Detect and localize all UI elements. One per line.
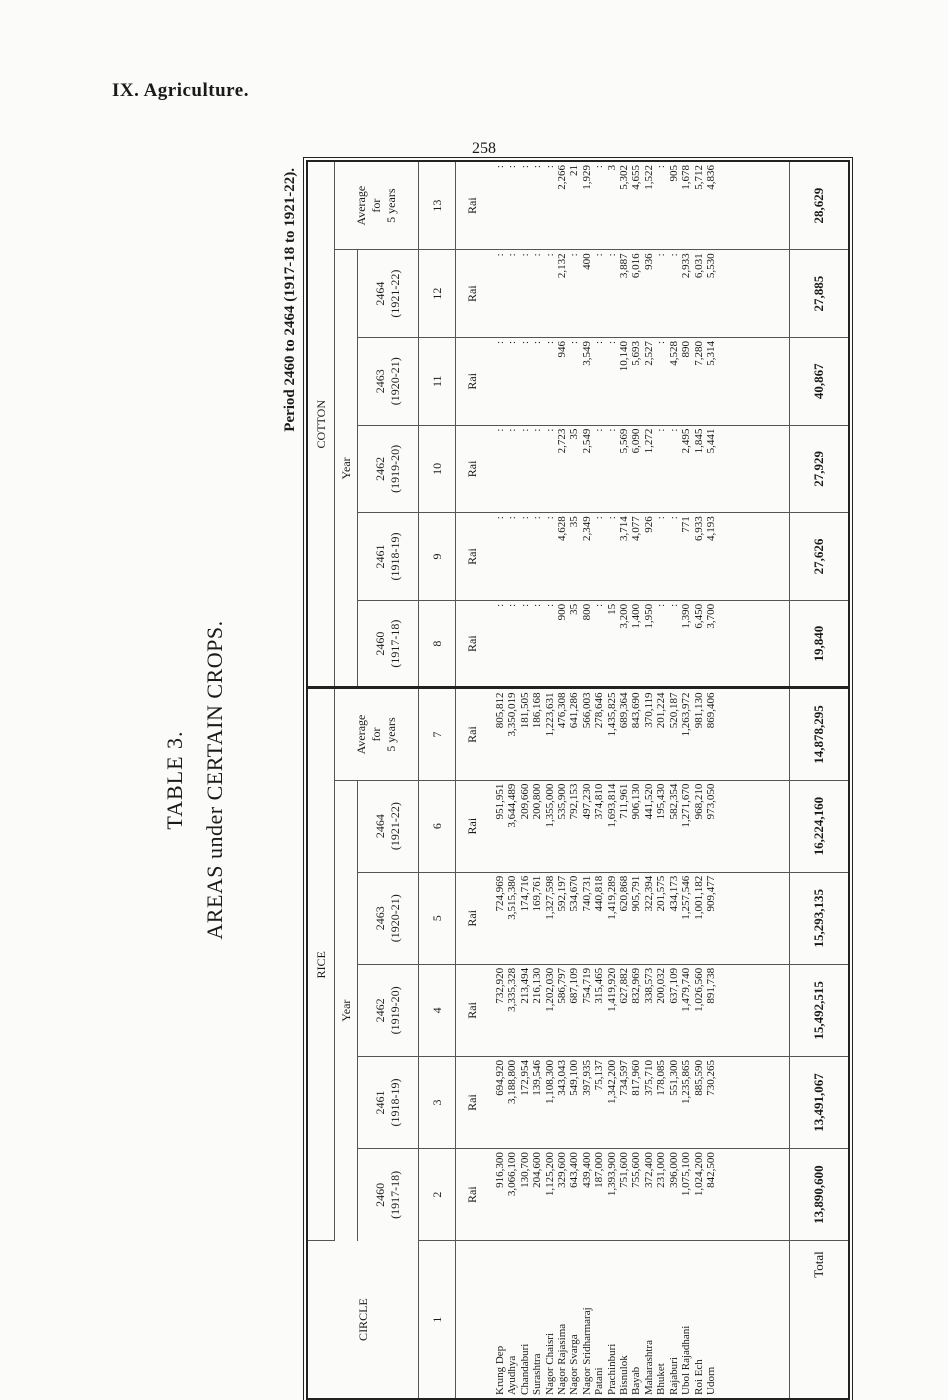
total-label: Total [790,1241,849,1398]
cotton-total-2461: 27,626 [790,513,849,601]
rice-2463-values: 724,969 3,515,380 174,716 169,761 1,327,598 592,197 534,670 740,731 440,818 1,419,289 620,868 905,791 322,394 201,575 434,173 1,257,546 1,001,182 909,477 [488,872,790,964]
col-number: 6 [419,780,456,872]
column-number-row [419,162,456,1398]
cotton-total-2463: 40,867 [790,337,849,425]
col-number: 2 [419,1149,456,1241]
table-title: AREAS under CERTAIN CROPS. [202,620,227,940]
col-number: 3 [419,1056,456,1148]
cotton-2462-values: : : : : : 2,723 35 2,549 : : 5,569 6,090 1,272 : : 2,495 1,845 5,441 [488,425,790,513]
table-number: TABLE 3. [162,730,187,830]
unit-label: Rai [456,600,489,688]
col-number: 11 [419,337,456,425]
rice-year-2463: 2463 (1920-21) [358,872,419,964]
unit-label: Rai [456,872,489,964]
unit-label: Rai [456,1056,489,1148]
unit-label: Rai [456,250,489,338]
cotton-year-2463: 2463 (1920-21) [358,337,419,425]
rice-total-2460: 13,890,600 [790,1149,849,1241]
cotton-2460-values: : : : : : 900 35 800 : 15 3,200 1,400 1,950 : : 1,390 6,450 3,700 [488,600,790,688]
cotton-average-header: Average for 5 years [335,162,419,250]
rice-2461-values: 694,920 3,188,800 172,954 139,546 1,108,300 343,043 549,100 397,935 75,137 1,342,200 734,597 817,960 375,710 178,085 551,300 1,235,865 885,590 730,265 [488,1056,790,1148]
total-row [790,162,849,1398]
rice-2464-values: 951,951 3,644,489 209,660 200,800 1,355,000 535,900 792,153 497,230 374,810 1,693,814 711,961 906,130 441,520 195,430 582,354 1,271,670 968,210 973,050 [488,780,790,872]
rice-header: RICE [308,688,335,1241]
unit-label: Rai [456,1149,489,1241]
rice-year-2461: 2461 (1918-19) [358,1056,419,1148]
col-number: 10 [419,425,456,513]
cotton-year-label: Year [335,250,358,688]
col-number: 12 [419,250,456,338]
cotton-year-2461: 2461 (1918-19) [358,513,419,601]
cotton-header: COTTON [308,162,335,688]
col-number: 9 [419,513,456,601]
col-number: 4 [419,964,456,1056]
cotton-year-2460: 2460 (1917-18) [358,600,419,688]
areas-table [306,160,850,1400]
col-number: 1 [419,1241,456,1398]
col-number: 13 [419,162,456,250]
unit-label: Rai [456,964,489,1056]
rice-average-values: 805,812 3,350,019 181,505 186,168 1,223,631 476,308 641,286 566,003 278,646 1,435,825 689,364 843,690 370,119 201,224 520,187 1,263,972 981,130 869,406 [488,688,790,780]
unit-label: Rai [456,337,489,425]
rice-year-2464: 2464 (1921-22) [358,780,419,872]
rice-average-header: Average for 5 years [335,688,419,780]
rice-2462-values: 732,920 3,335,328 213,494 216,130 1,202,030 586,797 687,109 754,719 315,465 1,419,920 627,882 832,969 338,573 200,032 637,109 1,479,740 1,026,560 891,738 [488,964,790,1056]
rice-total-2461: 13,491,067 [790,1056,849,1148]
unit-label: Rai [456,688,489,780]
cotton-total-average: 28,629 [790,162,849,250]
rice-total-average: 14,878,295 [790,688,849,780]
rice-total-2464: 16,224,160 [790,780,849,872]
rice-total-2463: 15,293,135 [790,872,849,964]
col-number: 8 [419,600,456,688]
unit-label: Rai [456,162,489,250]
cotton-year-2462: 2462 (1919-20) [358,425,419,513]
unit-label: Rai [456,780,489,872]
cotton-2461-values: : : : : : 4,628 35 2,349 : : 3,714 4,077 926 : : 771 6,933 4,193 [488,513,790,601]
page-number: 258 [472,140,496,157]
cotton-2463-values: : : : : : 946 : 3,549 : : 10,140 5,693 2,527 : 4,528 890 7,280 5,314 [488,337,790,425]
unit-label: Rai [456,513,489,601]
rotated-table-block [94,160,854,1400]
col-number: 5 [419,872,456,964]
cotton-total-2462: 27,929 [790,425,849,513]
rice-year-label: Year [335,780,358,1241]
cotton-year-2464: 2464 (1921-22) [358,250,419,338]
unit-row [456,162,489,1398]
cotton-total-2464: 27,885 [790,250,849,338]
section-title: IX. Agriculture. [112,80,249,101]
rice-year-2462: 2462 (1919-20) [358,964,419,1056]
col-number: 7 [419,688,456,780]
period-note: Period 2460 to 2464 (1917-18 to 1921-22). [282,168,298,432]
cotton-average-values: : : : : : 2,266 21 1,929 : 3 5,302 4,655 1,522 : 905 1,678 5,712 4,836 [488,162,790,250]
circle-header: CIRCLE [308,1241,419,1398]
unit-label: Rai [456,425,489,513]
cotton-2464-values: : : : : : 2,132 : 400 : : 3,887 6,016 936 : : 2,933 6,031 5,530 [488,250,790,338]
cotton-total-2460: 19,840 [790,600,849,688]
data-body-row [488,162,790,1398]
rice-year-2460: 2460 (1917-18) [358,1149,419,1241]
circle-list: Krung Dep Ayudhya Chandaburi Surashtra Nagor Chaisri Nagor Rajasima Nagor Svarga Nagor Sridharmaraj Patani Prachinburi Bisnulok Bayab Maharashtra Bhuket Rajaburi Ubol Rajadhani Roi Ech Udorn [494,1307,717,1395]
rice-2460-values: 916,300 3,066,100 130,700 204,600 1,125,200 329,600 643,400 439,400 187,000 1,393,900 751,600 755,600 372,400 231,000 396,000 1,075,100 1,024,200 842,500 [488,1149,790,1241]
rice-total-2462: 15,492,515 [790,964,849,1056]
